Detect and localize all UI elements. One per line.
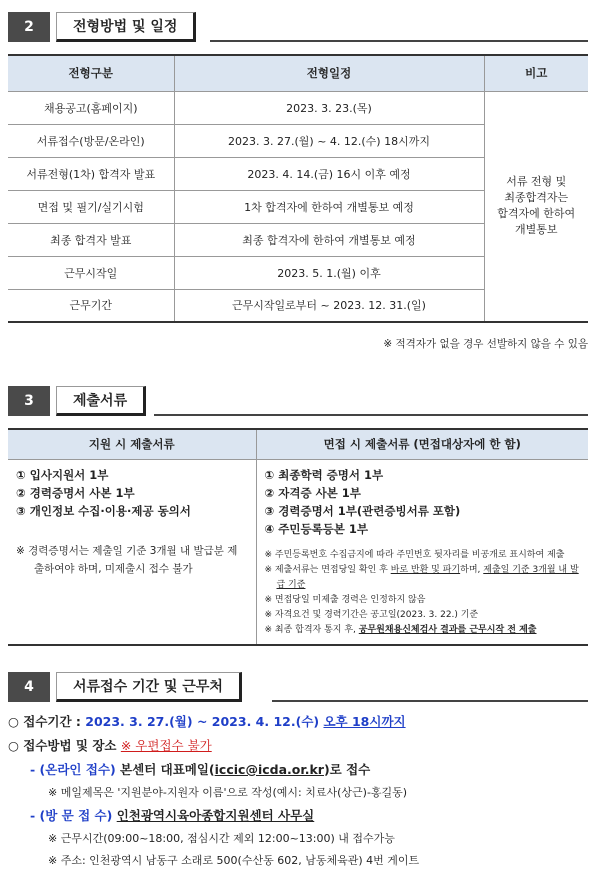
section-number: 4 bbox=[8, 672, 50, 702]
application-method: ○ 접수방법 및 장소 ※ 우편접수 불가 bbox=[8, 738, 212, 753]
online-application: - (온라인 접수) 본센터 대표메일(iccic@icda.or.kr)로 접수 bbox=[30, 762, 371, 777]
application-period: ○ 접수기간 : 2023. 3. 27.(월) ~ 2023. 4. 12.(수) 오후 18시까지 bbox=[8, 714, 406, 729]
schedule-table bbox=[8, 54, 588, 323]
doc-note: ※ 제출서류는 면접당일 확인 후 바로 반환 및 파기하며, 제출일 기준 3개월 내 발급 기준 bbox=[264, 564, 579, 590]
doc-item: ① 최종학력 증명서 1부 bbox=[264, 467, 384, 482]
table-header: 전형일정 bbox=[174, 55, 484, 91]
visit-address: ※ 주소: 인천광역시 남동구 소래로 500(수산동 602, 남동체육관) 4번 게이트 bbox=[48, 854, 420, 867]
section-divider bbox=[154, 414, 588, 416]
doc-item: ④ 주민등록등본 1부 bbox=[264, 521, 369, 536]
section-title: 전형방법 및 일정 bbox=[56, 12, 196, 42]
doc-note: ※ 자격요건 및 경력기간은 공고일(2023. 3. 22.) 기준 bbox=[264, 609, 479, 620]
online-note: ※ 메일제목은 '지원분야-지원자 이름'으로 작성(예시: 치료사(상근)-홍길동) bbox=[48, 786, 408, 799]
doc-item: ① 입사지원서 1부 bbox=[16, 467, 109, 482]
table-cell: 최종 합격자에 한하여 개별통보 예정 bbox=[174, 223, 484, 256]
table-cell: 근무시작일 bbox=[8, 256, 174, 289]
table-cell: 근무기간 bbox=[8, 289, 174, 322]
table-cell: 2023. 5. 1.(월) 이후 bbox=[174, 256, 484, 289]
note-line: 개별통보 bbox=[514, 223, 558, 237]
table-cell: 면접 및 필기/실기시험 bbox=[8, 190, 174, 223]
table-cell: 2023. 3. 23.(목) bbox=[174, 91, 484, 124]
doc-item: ③ 경력증명서 1부(관련증빙서류 포함) bbox=[264, 503, 461, 518]
section-2-header bbox=[8, 12, 196, 44]
table-cell: 서류접수(방문/온라인) bbox=[8, 124, 174, 157]
doc-item: ② 자격증 사본 1부 bbox=[264, 485, 361, 500]
email-link[interactable]: iccic@icda.or.kr bbox=[214, 762, 324, 777]
table-header: 비고 bbox=[484, 55, 588, 91]
doc-item: ③ 개인정보 수집·이용·제공 동의서 bbox=[16, 503, 191, 518]
table-cell: 근무시작일로부터 ~ 2023. 12. 31.(일) bbox=[174, 289, 484, 322]
doc-note: ※ 주민등록번호 수집금지에 따라 주민번호 뒷자리를 비공개로 표시하여 제출 bbox=[264, 549, 565, 560]
section-title: 서류접수 기간 및 근무처 bbox=[56, 672, 242, 702]
note-line: 서류 전형 및 bbox=[506, 175, 567, 189]
visit-hours: ※ 근무시간(09:00~18:00, 점심시간 제외 12:00~13:00) 내 접수가능 bbox=[48, 832, 395, 845]
doc-note: ※ 최종 합격자 통지 후, 공무원채용신체검사 결과를 근무시작 전 제출 bbox=[264, 624, 537, 635]
table-cell: 1차 합격자에 한하여 개별통보 예정 bbox=[174, 190, 484, 223]
documents-table bbox=[8, 428, 588, 646]
application-docs-cell bbox=[8, 459, 256, 645]
table-cell: 채용공고(홈페이지) bbox=[8, 91, 174, 124]
table-cell: 2023. 3. 27.(월) ~ 4. 12.(수) 18시까지 bbox=[174, 124, 484, 157]
table-cell: 서류전형(1차) 합격자 발표 bbox=[8, 157, 174, 190]
doc-item: ② 경력증명서 사본 1부 bbox=[16, 485, 135, 500]
section-divider bbox=[210, 40, 588, 42]
doc-note: ※ 면접당일 미제출 경력은 인정하지 않음 bbox=[264, 594, 426, 605]
table-header: 지원 시 제출서류 bbox=[8, 429, 256, 459]
table-header: 전형구분 bbox=[8, 55, 174, 91]
table-row bbox=[8, 91, 588, 124]
schedule-footnote: ※ 적격자가 없을 경우 선발하지 않을 수 있음 bbox=[383, 338, 588, 350]
interview-docs-cell bbox=[256, 459, 588, 645]
section-title: 제출서류 bbox=[56, 386, 146, 416]
table-cell: 2023. 4. 14.(금) 16시 이후 예정 bbox=[174, 157, 484, 190]
doc-note: ※ 경력증명서는 제출일 기준 3개월 내 발급분 제출하여야 하며, 미제출시 접수 불가 bbox=[16, 544, 238, 575]
section-divider bbox=[272, 700, 588, 702]
note-line: 합격자에 한하여 bbox=[497, 207, 576, 221]
section-3-header bbox=[8, 386, 146, 418]
table-cell: 최종 합격자 발표 bbox=[8, 223, 174, 256]
table-header: 면접 시 제출서류 (면접대상자에 한 함) bbox=[256, 429, 588, 459]
note-line: 최종합격자는 bbox=[504, 191, 569, 205]
section-number: 2 bbox=[8, 12, 50, 42]
visit-application: - (방 문 접 수) 인천광역시육아종합지원센터 사무실 bbox=[30, 808, 315, 823]
note-cell bbox=[484, 91, 588, 322]
section-4-header bbox=[8, 672, 242, 704]
section-number: 3 bbox=[8, 386, 50, 416]
